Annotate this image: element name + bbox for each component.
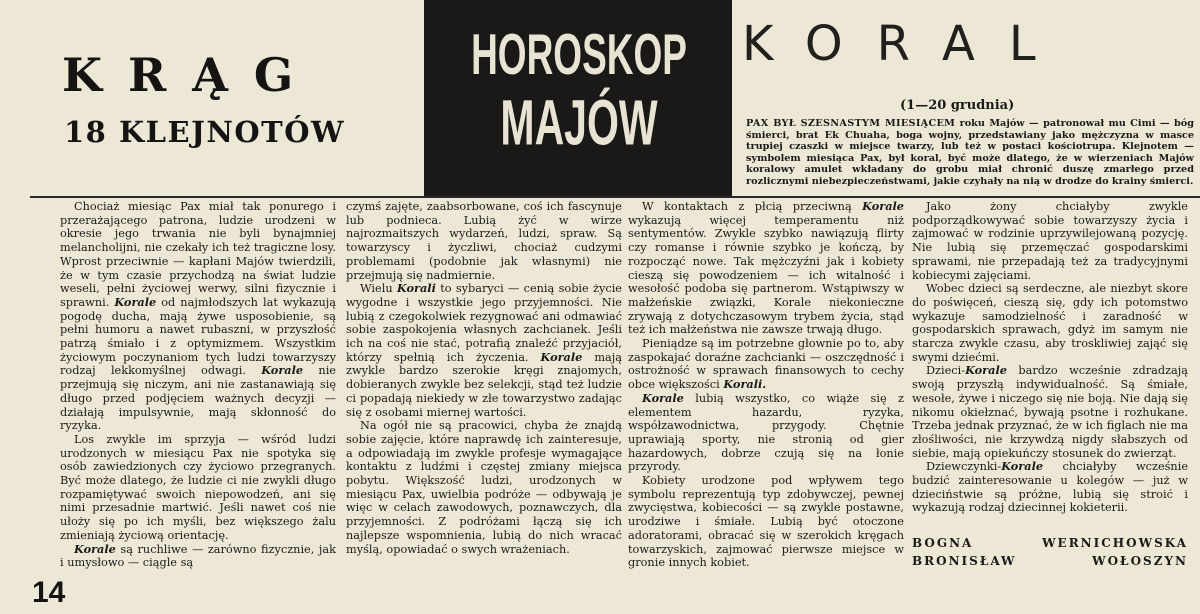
paragraph: [628, 337, 904, 392]
text: chciałyby wcześnie budzić zainteresowanie u kolegów — już w dzieciństwie są próżne, lubią się stroić i wykazują rodzaj dziecinnej kokieterii.: [912, 460, 1188, 515]
sign-term: Korali: [396, 281, 436, 296]
article-column-1: [60, 200, 336, 570]
text: W kontaktach z płcią przeciwną: [642, 200, 863, 213]
sign-term: Korale: [642, 390, 684, 405]
author-first-name: BRONISŁAW: [912, 554, 1017, 568]
paragraph: [60, 200, 336, 433]
text: nie przejmują się niczym, ani nie zastanawiają się długo przed podjęciem ważnych decyzji — działają impulsywnie, mają skłonność do ryzyka.: [60, 364, 336, 433]
sign-term: Korale: [540, 349, 583, 364]
paragraph: [60, 433, 336, 543]
article-column-4: [912, 200, 1188, 515]
title-klejnotow: 18 KLEJNOTÓW: [64, 115, 346, 149]
sign-term: Korale: [862, 199, 904, 213]
article-column-2: [346, 200, 622, 556]
intro-lead: PAX BYŁ SZESNASTYM MIESIĄCEM: [746, 118, 956, 129]
author-2: [912, 552, 1188, 570]
text: Pieniądze są im potrzebne głownie po to, aby zaspokajać doraźne zachcianki — oszczędność i ostrożność w sprawach finansowych to cechy obce większości: [628, 337, 904, 392]
text: od najmłodszych lat wykazują pogodę ducha, mają żywe usposobienie, są pełni humoru a nawet rubaszni, w przyszłość patrzą śmiało i z optymizmem. Wszystkim życiowym poczynaniom tych ludzi towarzyszy rodzaj lekkomyślnej odwagi.: [60, 295, 336, 378]
text: to sybaryci — cenią sobie życie wygodne i wszystkie jego przyjemności. Nie lubią z czegokolwiek rezygnować ani odmawiać sobie zaspokojenia własnych zachcianek. Jeśli ich na coś nie stać, potrafią znaleźć przyjaciół, którzy spełnią ich życzenia.: [346, 282, 622, 364]
sign-name: KORAL: [742, 16, 1070, 72]
article-column-3: [628, 200, 904, 570]
text: Dziewczynki-: [926, 460, 1002, 474]
paragraph: [346, 200, 622, 282]
title-krag: KRĄG: [62, 48, 320, 102]
text: bardzo wcześnie zdradzają swoją przyszłą indywidualność. Są śmiałe, wesołe, żywe i niczego się nie boją. Nie dają się nikomu okiełznać, bywają psotne i rozhukane. Trzeba jednak przyznać, że w ich figlach nie ma złośliwości, nie krzywdzą nigdy słabszych od siebie, mają opiekuńczy stosunek do zwierząt.: [912, 364, 1188, 460]
text: są ruchliwe — zarówno fizycznie, jak i umysłowo — ciągle są: [60, 542, 336, 570]
text: mają zwykle bardzo szerokie kręgi znajomych, dobieranych zwykle bez selekcji, stąd też ludzie ci popadają niekiedy w złe towarzystwo zadając się z osobami miernej wartości.: [346, 350, 623, 419]
author-1: [912, 534, 1188, 552]
text: Kobiety urodzone pod wpływem tego symbolu reprezentują typ zdobywczej, pewnej zwycięstwa, kobiecości — są zwykle postawne, urodziwe i śmiałe. Lubią być otoczone adoratorami, obracać się w szerokich kręgach towarzyskich, zajmować pierwsze miejsce w gronie innych kobiet.: [628, 474, 904, 570]
intro-text: roku Majów — patronował mu Cimi — bóg śmierci, brat Ek Chuaha, boga wojny, przedstawiany jako mężczyzna w masce trupiej czaszki w miejsce twarzy, lub też w postaci kościotrupa. Klejnotem — symbolem miesiąca Pax, był koral, być może dlatego, że w wierzeniach Majów koralowy amulet wkładany do grobu miał chronić duszę zmarłego przed rozlicznymi niebezpieczeństwami, jakie czyhały na nią w drodze do krainy śmierci.: [746, 118, 1194, 187]
author-first-name: BOGNA: [912, 536, 974, 550]
banner-majow: MAJÓW: [500, 87, 658, 159]
paragraph: [912, 460, 1188, 515]
page-number: 14: [32, 576, 66, 609]
intro-paragraph: [746, 118, 1194, 187]
paragraph: [912, 200, 1188, 282]
sign-term: Korale: [74, 541, 116, 556]
text: Wobec dzieci są serdeczne, ale niezbyt skore do poświęceń, cieszą się, gdy ich potomstwo wykazuje samodzielność i zaradność w gospodarskich sprawach, gdyż im samym nie starcza zwykle czasu, aby troskliwiej zająć się swymi dziećmi.: [912, 282, 1188, 364]
sign-term: Korale: [1001, 459, 1044, 474]
text: Jako żony chciałyby zwykle podporządkowywać sobie towarzyszy życia i zajmować w rodzinie uprzywilejowaną pozycję. Nie lubią się przemęczać gospodarskimi sprawami, nie przepadają też za tradycyjnymi kobiecymi zajęciami.: [912, 200, 1188, 282]
text: Wielu: [360, 282, 397, 296]
paragraph: [628, 200, 904, 337]
sign-term: Korale: [261, 363, 304, 378]
paragraph: [912, 364, 1188, 460]
paragraph: [346, 282, 622, 419]
text: Chociaż miesiąc Pax miał tak ponurego i przerażającego patrona, ludzie urodzeni w okresie jego trwania nie byli bynajmniej melancholijni, nie czekały ich też tragiczne losy. Wprost przeciwnie — kapłani Majów twierdzili, że w tym czasie przychodzą na świat ludzie weseli, pełni życiowej werwy, silni fizycznie i sprawni.: [60, 200, 336, 309]
author-last-name: WOŁOSZYN: [1092, 554, 1188, 568]
paragraph: [628, 392, 904, 474]
sign-term: Korali.: [723, 377, 767, 392]
paragraph: [346, 419, 622, 556]
sign-term: Korale: [114, 294, 157, 309]
text: wykazują więcej temperamentu niż sentymentów. Zwykle szybko nawiązują flirty czy romanse i równie szybko je kończą, by rozpocząć nowe. Tak mężczyźni jak i kobiety cieszą się powodzeniem — ich witalność i wesołość podoba się partnerom. Wstąpiwszy w małżeńskie związki, Korale niekonieczne zrywają z dotychczasowym trybem życia, stąd też ich małżeństwa nie zawsze trwają długo.: [628, 213, 904, 337]
text: Dzieci-: [926, 364, 966, 378]
text: Los zwykle im sprzyja — wśród ludzi urodzonych w miesiącu Pax nie spotyka się osób zawiedzionych czy życiowo przegranych. Być może dlatego, że ludzie ci nie zwykli długo rozpamiętywać swoich niepowodzeń, ani się nimi przesadnie martwić. Jeśli nawet coś nie ułoży się po ich myśli, bez większego żalu zmieniają życiową orientację.: [60, 432, 336, 542]
horoscope-banner: [424, 0, 732, 196]
paragraph: [912, 282, 1188, 364]
author-last-name: WERNICHOWSKA: [1042, 536, 1188, 550]
sign-term: Korale: [965, 363, 1007, 378]
text: lubią wszystko, co wiąże się z elementem hazardu, ryzyka, współzawodnictwa, przygody. Chętnie uprawiają sporty, nie stronią od gier hazardowych, dobrze czują się na łonie przyrody.: [628, 391, 904, 474]
text: czymś zajęte, zaabsorbowane, coś ich fascynuje lub podnieca. Lubią żyć w wirze najrozmaitszych wydarzeń, ludzi, spraw. Są towarzyscy i życzliwi, chociaż cudzymi problemami (podobnie jak własnymi) nie przejmują się nadmiernie.: [346, 200, 622, 282]
text: Na ogół nie są pracowici, chyba że znajdą sobie zajęcie, które naprawdę ich zainteresuje, a odpowiadają im zwykle profesje wymagające kontaktu z ludźmi i częstej zmiany miejsca pobytu. Większość ludzi, urodzonych w miesiącu Pax, uwielbia podróże — odbywają je więc w celach zawodowych, poznawczych, dla przyjemności. Z podróżami łączą się ich najlepsze wspomnienia, lubią do nich wracać myślą, opowiadać o swych wrażeniach.: [346, 419, 622, 556]
paragraph: [60, 543, 336, 570]
paragraph: [628, 474, 904, 570]
banner-horoskop: HOROSKOP: [471, 22, 687, 87]
header-rule: [30, 196, 1200, 198]
date-range: (1—20 grudnia): [900, 98, 1015, 113]
author-byline: [912, 534, 1188, 570]
